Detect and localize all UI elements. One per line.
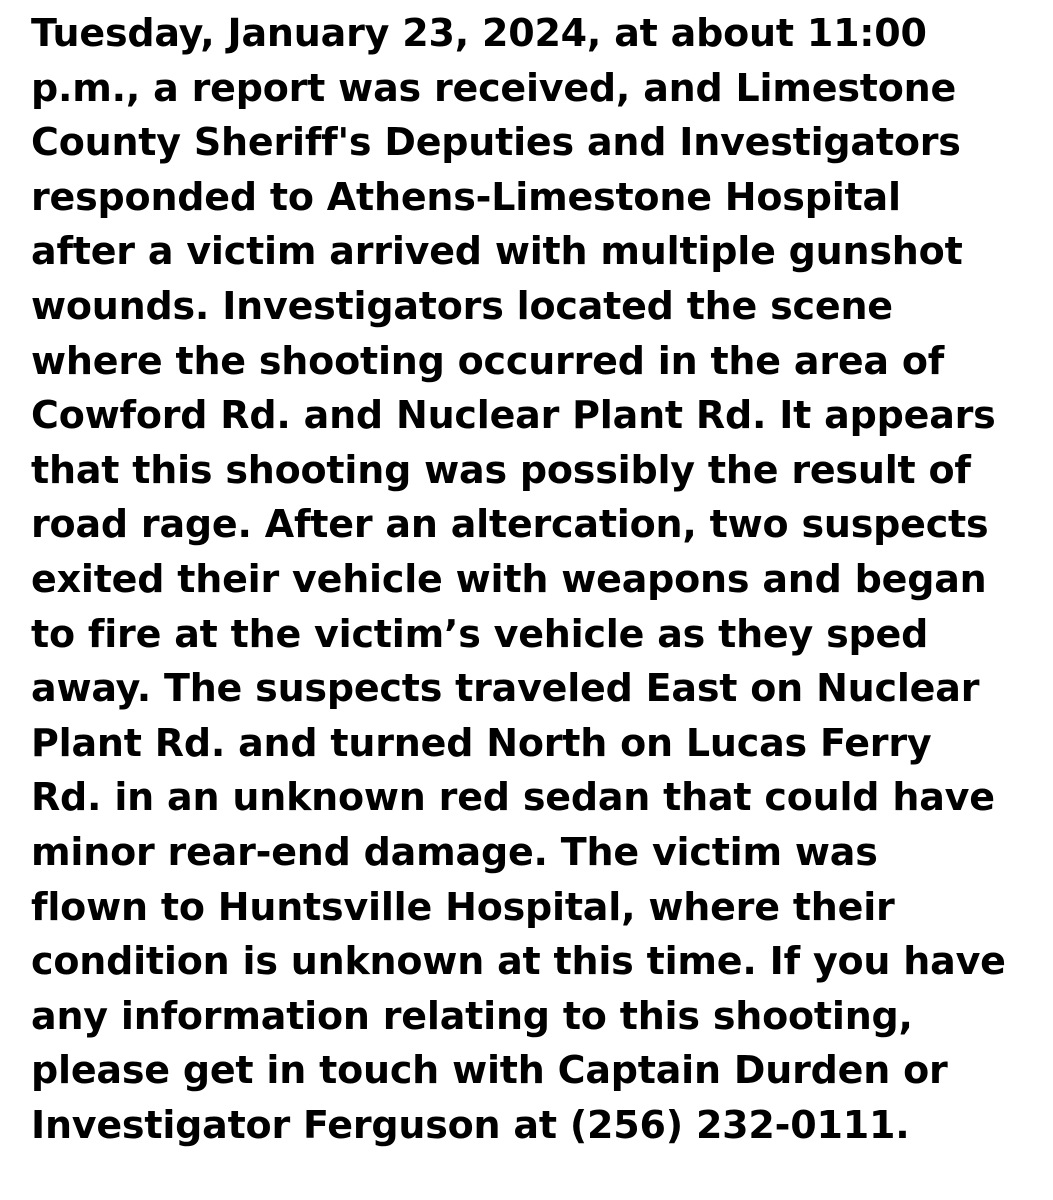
note-line: p.m., a report was received, and Limestone — [31, 65, 957, 110]
note-line: Tuesday, January 23, 2024, at about 11:00 — [31, 11, 927, 55]
note-line: Investigator Ferguson at (256) 232-0111. — [31, 1102, 910, 1147]
note-line: Plant Rd. and turned North on Lucas Ferry — [31, 720, 932, 765]
note-line: wounds. Investigators located the scene — [31, 283, 893, 328]
note-line: condition is unknown at this time. If you have — [31, 939, 1006, 984]
note-line: exited their vehicle with weapons and began — [31, 556, 987, 601]
note-line: responded to Athens-Limestone Hospital — [31, 174, 901, 219]
note-line: Cowford Rd. and Nuclear Plant Rd. It appears — [31, 393, 996, 438]
note-line: minor rear-end damage. The victim was — [31, 829, 878, 874]
note-line: County Sheriff's Deputies and Investigators — [31, 120, 961, 165]
note-line: to fire at the victim’s vehicle as they sped — [31, 611, 929, 656]
note-line: Rd. in an unknown red sedan that could have — [31, 775, 995, 820]
note-line: after a victim arrived with multiple gunshot — [31, 229, 963, 274]
note-body — [31, 6, 1046, 1152]
note-line: please get in touch with Captain Durden or — [31, 1048, 948, 1093]
note-line: away. The suspects traveled East on Nuclear — [31, 666, 980, 711]
note-line: flown to Huntsville Hospital, where their — [31, 884, 895, 929]
note-line: where the shooting occurred in the area of — [31, 338, 945, 383]
note-line: road rage. After an altercation, two suspects — [31, 502, 989, 547]
note-line: that this shooting was possibly the result of — [31, 447, 971, 492]
note-line: any information relating to this shooting, — [31, 993, 913, 1038]
